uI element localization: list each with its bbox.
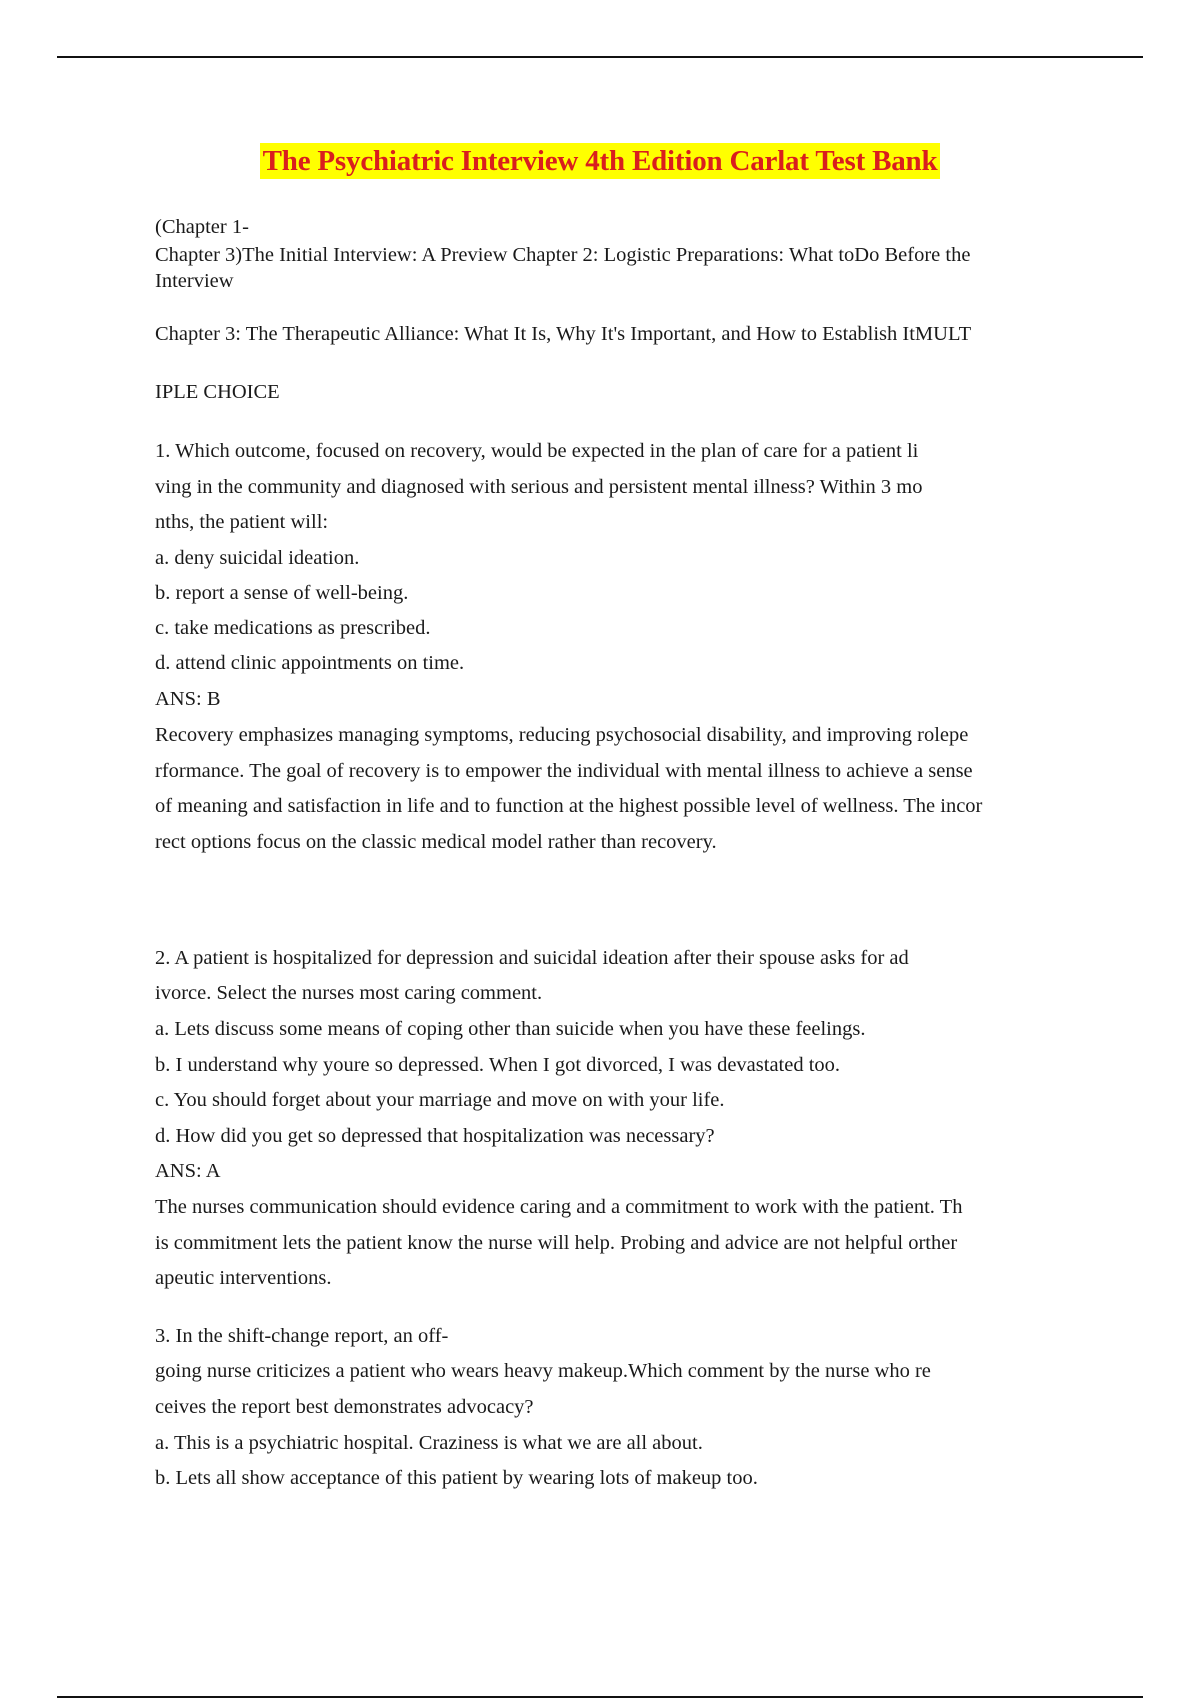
chapter-header-line: Interview [155, 270, 234, 292]
question-2-rationale: apeutic interventions. [155, 1267, 332, 1289]
title-container [0, 143, 1200, 179]
bottom-rule [57, 1696, 1143, 1698]
question-2-rationale: The nurses communication should evidence caring and a commitment to work with the patient. Th [155, 1196, 963, 1218]
question-2-rationale: is commitment lets the patient know the nurse will help. Probing and advice are not helpful orther [155, 1232, 958, 1254]
question-3-option-a: a. This is a psychiatric hospital. Craziness is what we are all about. [155, 1432, 703, 1454]
question-1-rationale: rformance. The goal of recovery is to empower the individual with mental illness to achieve a sense [155, 760, 973, 782]
question-2-stem: ivorce. Select the nurses most caring comment. [155, 982, 543, 1004]
question-1-option-a: a. deny suicidal ideation. [155, 547, 360, 569]
question-1-rationale: Recovery emphasizes managing symptoms, reducing psychosocial disability, and improving rolepe [155, 724, 969, 746]
question-1-stem: 1. Which outcome, focused on recovery, would be expected in the plan of care for a patient li [155, 440, 919, 462]
question-2-option-a: a. Lets discuss some means of coping other than suicide when you have these feelings. [155, 1018, 866, 1040]
question-1-option-b: b. report a sense of well-being. [155, 582, 409, 604]
chapter-header-line: Chapter 3)The Initial Interview: A Preview Chapter 2: Logistic Preparations: What toDo Before the [155, 244, 971, 266]
question-1-rationale: rect options focus on the classic medical model rather than recovery. [155, 831, 717, 853]
question-2-option-d: d. How did you get so depressed that hospitalization was necessary? [155, 1125, 715, 1147]
document-title: The Psychiatric Interview 4th Edition Carlat Test Bank [260, 143, 941, 179]
question-3-stem: going nurse criticizes a patient who wears heavy makeup.Which comment by the nurse who re [155, 1360, 931, 1382]
top-rule [57, 56, 1143, 58]
question-3-stem: ceives the report best demonstrates advocacy? [155, 1396, 534, 1418]
section-heading: IPLE CHOICE [155, 381, 280, 403]
question-1-stem: ving in the community and diagnosed with serious and persistent mental illness? Within 3 mo [155, 476, 923, 498]
question-1-answer: ANS: B [155, 688, 221, 710]
chapter-header-line: Chapter 3: The Therapeutic Alliance: What It Is, Why It's Important, and How to Establish ItMULT [155, 323, 972, 345]
question-1-rationale: of meaning and satisfaction in life and to function at the highest possible level of wellness. The incor [155, 795, 983, 817]
question-2-answer: ANS: A [155, 1160, 221, 1182]
question-2-option-b: b. I understand why youre so depressed. When I got divorced, I was devastated too. [155, 1054, 841, 1076]
question-1-stem: nths, the patient will: [155, 511, 329, 533]
chapter-header-line: (Chapter 1- [155, 216, 249, 238]
question-3-option-b: b. Lets all show acceptance of this patient by wearing lots of makeup too. [155, 1467, 758, 1489]
question-2-stem: 2. A patient is hospitalized for depression and suicidal ideation after their spouse asks for ad [155, 947, 909, 969]
question-2-option-c: c. You should forget about your marriage and move on with your life. [155, 1089, 725, 1111]
question-1-option-c: c. take medications as prescribed. [155, 617, 431, 639]
question-3-stem: 3. In the shift-change report, an off- [155, 1325, 449, 1347]
question-1-option-d: d. attend clinic appointments on time. [155, 652, 465, 674]
